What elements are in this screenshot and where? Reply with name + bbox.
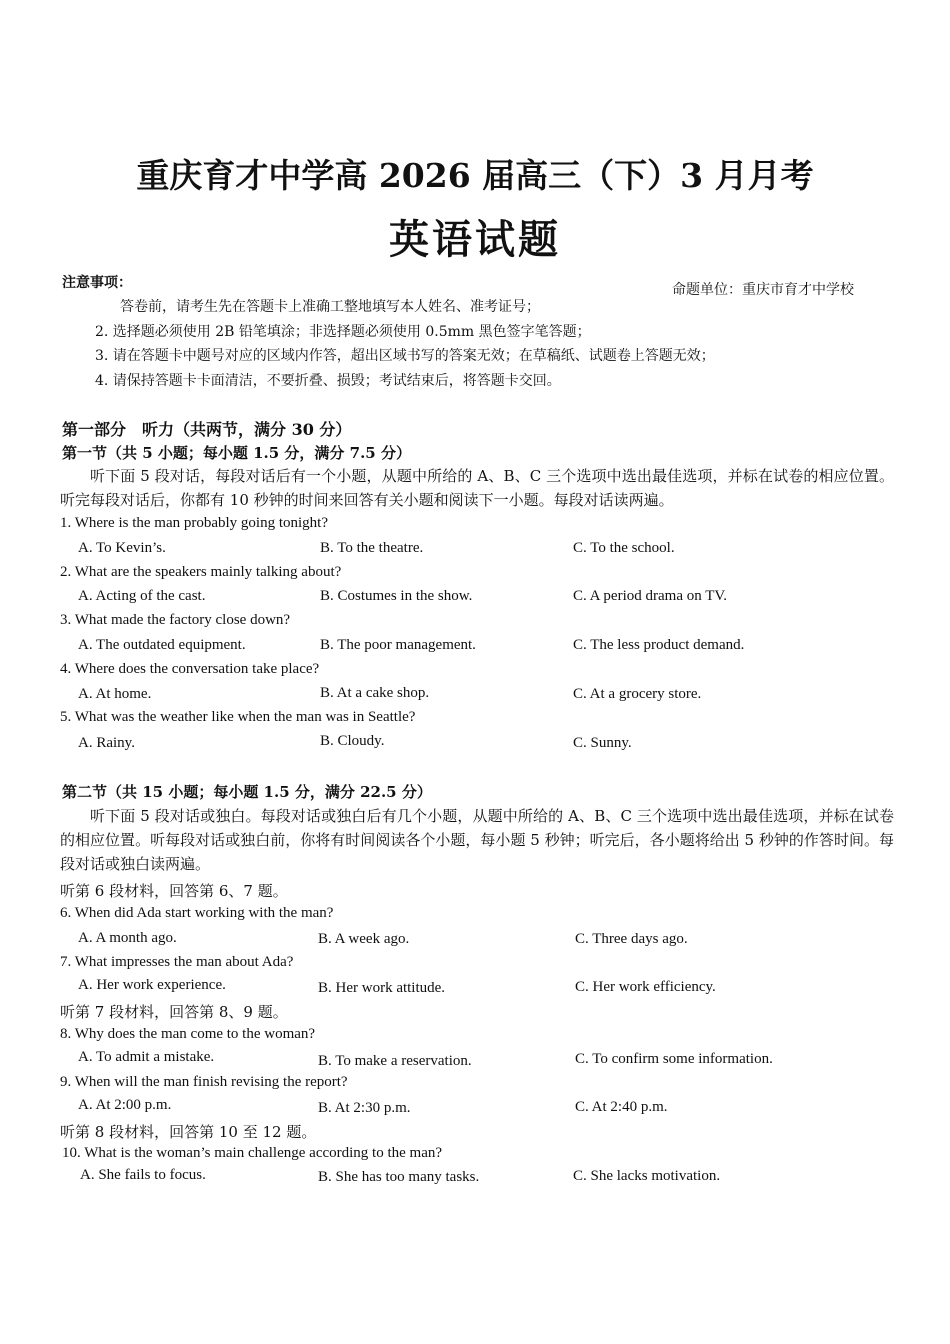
option-7b: B. Her work attitude. xyxy=(318,980,446,996)
option-10a: A. She fails to focus. xyxy=(80,1167,206,1183)
option-5a: A. Rainy. xyxy=(78,735,135,751)
question-7: 7. What impresses the man about Ada? xyxy=(60,954,294,970)
exam-subject: 英语试题 xyxy=(389,216,561,263)
material-7-note: 听第 7 段材料，回答第 8、9 题。 xyxy=(60,1003,288,1021)
section1-instructions: 听下面 5 段对话，每段对话后有一个小题，从题中所给的 A、B、C 三个选项中选出最佳选项，并标在试卷的相应位置。听完每段对话后，你都有 10 秒钟的时间来回答有关小题和阅读下一小题。每段对话读两遍。 xyxy=(60,467,894,509)
option-8b: B. To make a reservation. xyxy=(318,1053,472,1069)
option-3c: C. The less product demand. xyxy=(573,637,745,653)
notice-item-2: 2. 选择题必须使用 2B 铅笔填涂；非选择题必须使用 0.5mm 黑色签字笔答题； xyxy=(95,324,591,340)
question-3: 3. What made the factory close down? xyxy=(60,612,291,628)
exam-title: 重庆育才中学高 2026 届高三（下）3 月月考 xyxy=(136,156,814,195)
option-9a: A. At 2:00 p.m. xyxy=(78,1097,172,1113)
option-6a: A. A month ago. xyxy=(78,930,177,946)
option-2b: B. Costumes in the show. xyxy=(320,588,473,604)
notice-item-4: 4. 请保持答题卡卡面清洁，不要折叠、损毁；考试结束后，将答题卡交回。 xyxy=(95,373,561,389)
section2-title: 第二节（共 15 小题；每小题 1.5 分，满分 22.5 分） xyxy=(62,783,432,801)
notice-item-1: 答卷前，请考生先在答题卡上准确工整地填写本人姓名、准考证号； xyxy=(120,299,540,315)
option-6c: C. Three days ago. xyxy=(575,931,688,947)
part1-title: 第一部分 听力（共两节，满分 30 分） xyxy=(62,420,352,439)
option-4b: B. At a cake shop. xyxy=(320,685,430,701)
option-5c: C. Sunny. xyxy=(573,735,632,751)
setter-unit: 命题单位：重庆市育才中学校 xyxy=(672,282,854,298)
option-8c: C. To confirm some information. xyxy=(575,1051,773,1067)
notice-heading: 注意事项： xyxy=(62,275,132,291)
section2-instructions: 听下面 5 段对话或独白。每段对话或独白后有几个小题，从题中所给的 A、B、C 三个选项中选出最佳选项，并标在试卷的相应位置。听每段对话或独白前，你将有时间阅读各个小题，每小题 5 秒钟；听完后，各小题将给出 5 秒钟的作答时间。每段对话或独白读两遍。 xyxy=(60,807,894,873)
option-10c: C. She lacks motivation. xyxy=(573,1168,721,1184)
question-8: 8. Why does the man come to the woman? xyxy=(60,1026,316,1042)
question-10: 10. What is the woman’s main challenge according to the man? xyxy=(62,1145,443,1161)
option-10b: B. She has too many tasks. xyxy=(318,1169,480,1185)
option-3b: B. The poor management. xyxy=(320,637,476,653)
option-1b: B. To the theatre. xyxy=(320,540,424,556)
option-2a: A. Acting of the cast. xyxy=(78,588,206,604)
question-9: 9. When will the man finish revising the report? xyxy=(60,1074,348,1090)
option-8a: A. To admit a mistake. xyxy=(78,1049,215,1065)
option-4a: A. At home. xyxy=(78,686,152,702)
material-8-note: 听第 8 段材料，回答第 10 至 12 题。 xyxy=(60,1123,317,1141)
option-3a: A. The outdated equipment. xyxy=(78,637,246,653)
material-6-note: 听第 6 段材料，回答第 6、7 题。 xyxy=(60,882,288,900)
option-1a: A. To Kevin’s. xyxy=(78,540,166,556)
option-9b: B. At 2:30 p.m. xyxy=(318,1100,411,1116)
question-5: 5. What was the weather like when the man was in Seattle? xyxy=(60,709,416,725)
option-9c: C. At 2:40 p.m. xyxy=(575,1099,668,1115)
option-6b: B. A week ago. xyxy=(318,931,410,947)
option-5b: B. Cloudy. xyxy=(320,733,385,749)
option-7c: C. Her work efficiency. xyxy=(575,979,716,995)
question-4: 4. Where does the conversation take place? xyxy=(60,661,320,677)
question-1: 1. Where is the man probably going tonight? xyxy=(60,515,329,531)
question-6: 6. When did Ada start working with the man? xyxy=(60,905,334,921)
option-1c: C. To the school. xyxy=(573,540,675,556)
question-2: 2. What are the speakers mainly talking about? xyxy=(60,564,342,580)
option-4c: C. At a grocery store. xyxy=(573,686,702,702)
option-7a: A. Her work experience. xyxy=(78,977,226,993)
notice-item-3: 3. 请在答题卡中题号对应的区域内作答，超出区域书写的答案无效；在草稿纸、试题卷上答题无效； xyxy=(95,348,715,364)
section1-title: 第一节（共 5 小题；每小题 1.5 分，满分 7.5 分） xyxy=(62,444,411,462)
option-2c: C. A period drama on TV. xyxy=(573,588,728,604)
